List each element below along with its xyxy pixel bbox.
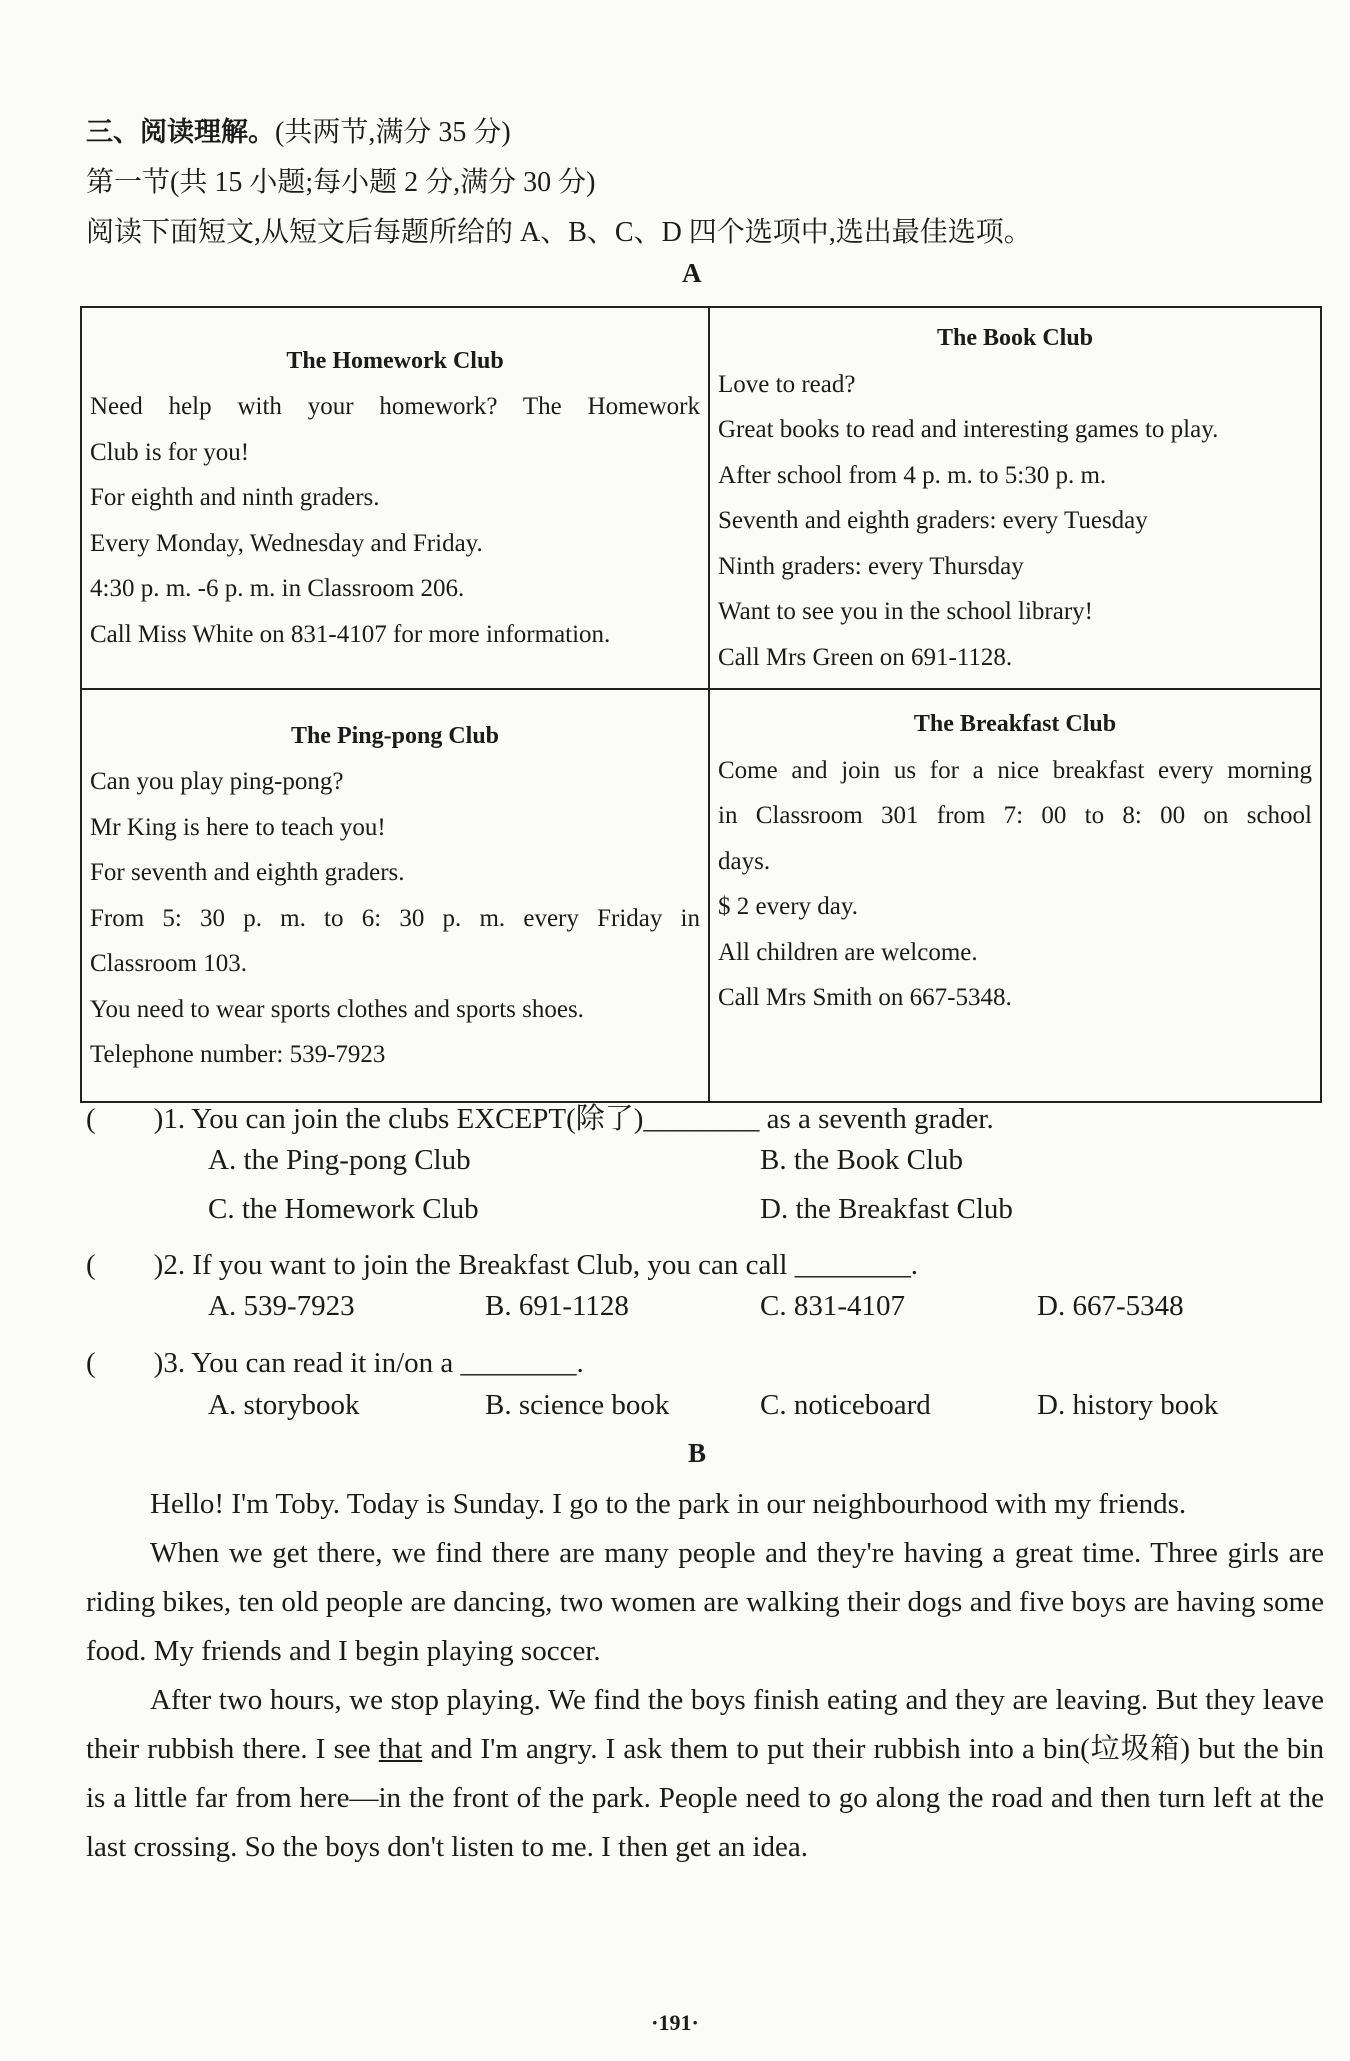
q3-option-c[interactable]: C. noticeboard xyxy=(760,1389,931,1421)
club-line: Classroom 103. xyxy=(90,950,247,977)
club-line: 4:30 p. m. -6 p. m. in Classroom 206. xyxy=(90,575,465,603)
club-line: Call Mrs Green on 691-1128. xyxy=(718,643,1013,671)
passage-b-paragraph-3 xyxy=(86,1676,1324,1872)
pingpong-club-cell xyxy=(81,689,709,1102)
book-club-cell xyxy=(709,307,1321,689)
section-instruction: 阅读下面短文,从短文后每题所给的 A、B、C、D 四个选项中,选出最佳选项。 xyxy=(86,217,1032,248)
underlined-word-that: that xyxy=(378,1733,423,1765)
clubs-table xyxy=(80,306,1322,1103)
passage-b-text xyxy=(86,1480,1324,1872)
club-line: Club is for you! xyxy=(90,438,250,466)
homework-club-title: The Homework Club xyxy=(286,347,504,374)
section-title-bold: 三、阅读理解。 xyxy=(86,117,275,148)
club-line: After school from 4 p. m. to 5:30 p. m. xyxy=(718,461,1107,489)
q3-option-a[interactable]: A. storybook xyxy=(208,1389,360,1421)
club-line: in Classroom 301 from 7: 00 to 8: 00 on school xyxy=(718,802,1312,829)
question-2: ( )2. If you want to join the Breakfast Club, you can call ________. xyxy=(86,1249,918,1281)
club-line: Seventh and eighth graders: every Tuesday xyxy=(718,507,1148,534)
club-line: For eighth and ninth graders. xyxy=(90,484,380,512)
q1-option-b[interactable]: B. the Book Club xyxy=(760,1144,964,1176)
club-line: Call Mrs Smith on 667-5348. xyxy=(718,984,1012,1011)
club-line: Telephone number: 539-7923 xyxy=(90,1041,386,1068)
breakfast-club-cell xyxy=(709,689,1321,1102)
club-line: Want to see you in the school library! xyxy=(718,598,1093,625)
club-line: Need help with your homework? The Homework xyxy=(90,393,700,421)
club-line: From 5: 30 p. m. to 6: 30 p. m. every Friday in xyxy=(90,904,700,932)
pingpong-club-title: The Ping-pong Club xyxy=(290,722,500,749)
section-subtitle: 第一节(共 15 小题;每小题 2 分,满分 30 分) xyxy=(86,167,596,198)
passage-a-label: A xyxy=(682,258,702,288)
q2-option-b[interactable]: B. 691-1128 xyxy=(485,1290,629,1322)
club-line: Can you play ping-pong? xyxy=(90,768,344,795)
paragraph-3-start: After two hours, we stop playing. We find the boys finish eating and they are leaving. But they leave their rubbish there. I see xyxy=(86,1684,1324,1765)
club-line: $ 2 every day. xyxy=(718,893,858,920)
club-line: Mr King is here to teach you! xyxy=(90,813,386,841)
club-line: All children are welcome. xyxy=(718,938,978,966)
q1-option-d[interactable]: D. the Breakfast Club xyxy=(760,1193,1013,1225)
club-line: Ninth graders: every Thursday xyxy=(718,552,1024,580)
club-line: You need to wear sports clothes and sports shoes. xyxy=(90,995,584,1023)
breakfast-club-title: The Breakfast Club xyxy=(913,711,1117,737)
q3-option-b[interactable]: B. science book xyxy=(485,1389,670,1421)
section-title xyxy=(86,110,511,150)
question-3: ( )3. You can read it in/on a ________. xyxy=(86,1347,584,1379)
club-line: Every Monday, Wednesday and Friday. xyxy=(90,529,483,557)
paragraph-3-end: and I'm angry. I ask them to put their rubbish into a bin(垃圾箱) but the bin is a little far from here—in the front of the park. People need to go along the road and then turn left at the last crossing. So the boys don't listen to me. I then get an idea. xyxy=(86,1733,1324,1863)
club-line: Come and join us for a nice breakfast every morning xyxy=(718,756,1312,784)
page-number: ·191· xyxy=(651,2010,699,2035)
q2-option-a[interactable]: A. 539-7923 xyxy=(208,1290,355,1322)
club-line: Call Miss White on 831-4107 for more information. xyxy=(90,620,611,648)
club-line: Great books to read and interesting games to play. xyxy=(718,416,1219,443)
book-club-title: The Book Club xyxy=(936,325,1094,351)
club-line: For seventh and eighth graders. xyxy=(90,859,405,886)
passage-b-paragraph-2: When we get there, we find there are many people and they're having a great time. Three girls are riding bikes, ten old people are dancing, two women are walking their dogs and five boys are having some food. My friends and I begin playing soccer. xyxy=(86,1537,1324,1667)
q2-option-d[interactable]: D. 667-5348 xyxy=(1037,1290,1184,1322)
club-line: days. xyxy=(718,847,771,875)
q3-option-d[interactable]: D. history book xyxy=(1037,1389,1219,1421)
question-1: ( )1. You can join the clubs EXCEPT(除了)________ as a seventh grader. xyxy=(86,1103,994,1135)
q2-option-c[interactable]: C. 831-4107 xyxy=(760,1290,905,1322)
passage-b-label: B xyxy=(688,1438,707,1468)
homework-club-cell xyxy=(81,307,709,689)
club-line: Love to read? xyxy=(718,370,856,398)
q1-option-c[interactable]: C. the Homework Club xyxy=(208,1193,479,1225)
passage-b-paragraph-1: Hello! I'm Toby. Today is Sunday. I go to the park in our neighbourhood with my friends. xyxy=(150,1488,1187,1520)
q1-option-a[interactable]: A. the Ping-pong Club xyxy=(208,1144,471,1176)
section-title-rest: (共两节,满分 35 分) xyxy=(275,117,511,148)
